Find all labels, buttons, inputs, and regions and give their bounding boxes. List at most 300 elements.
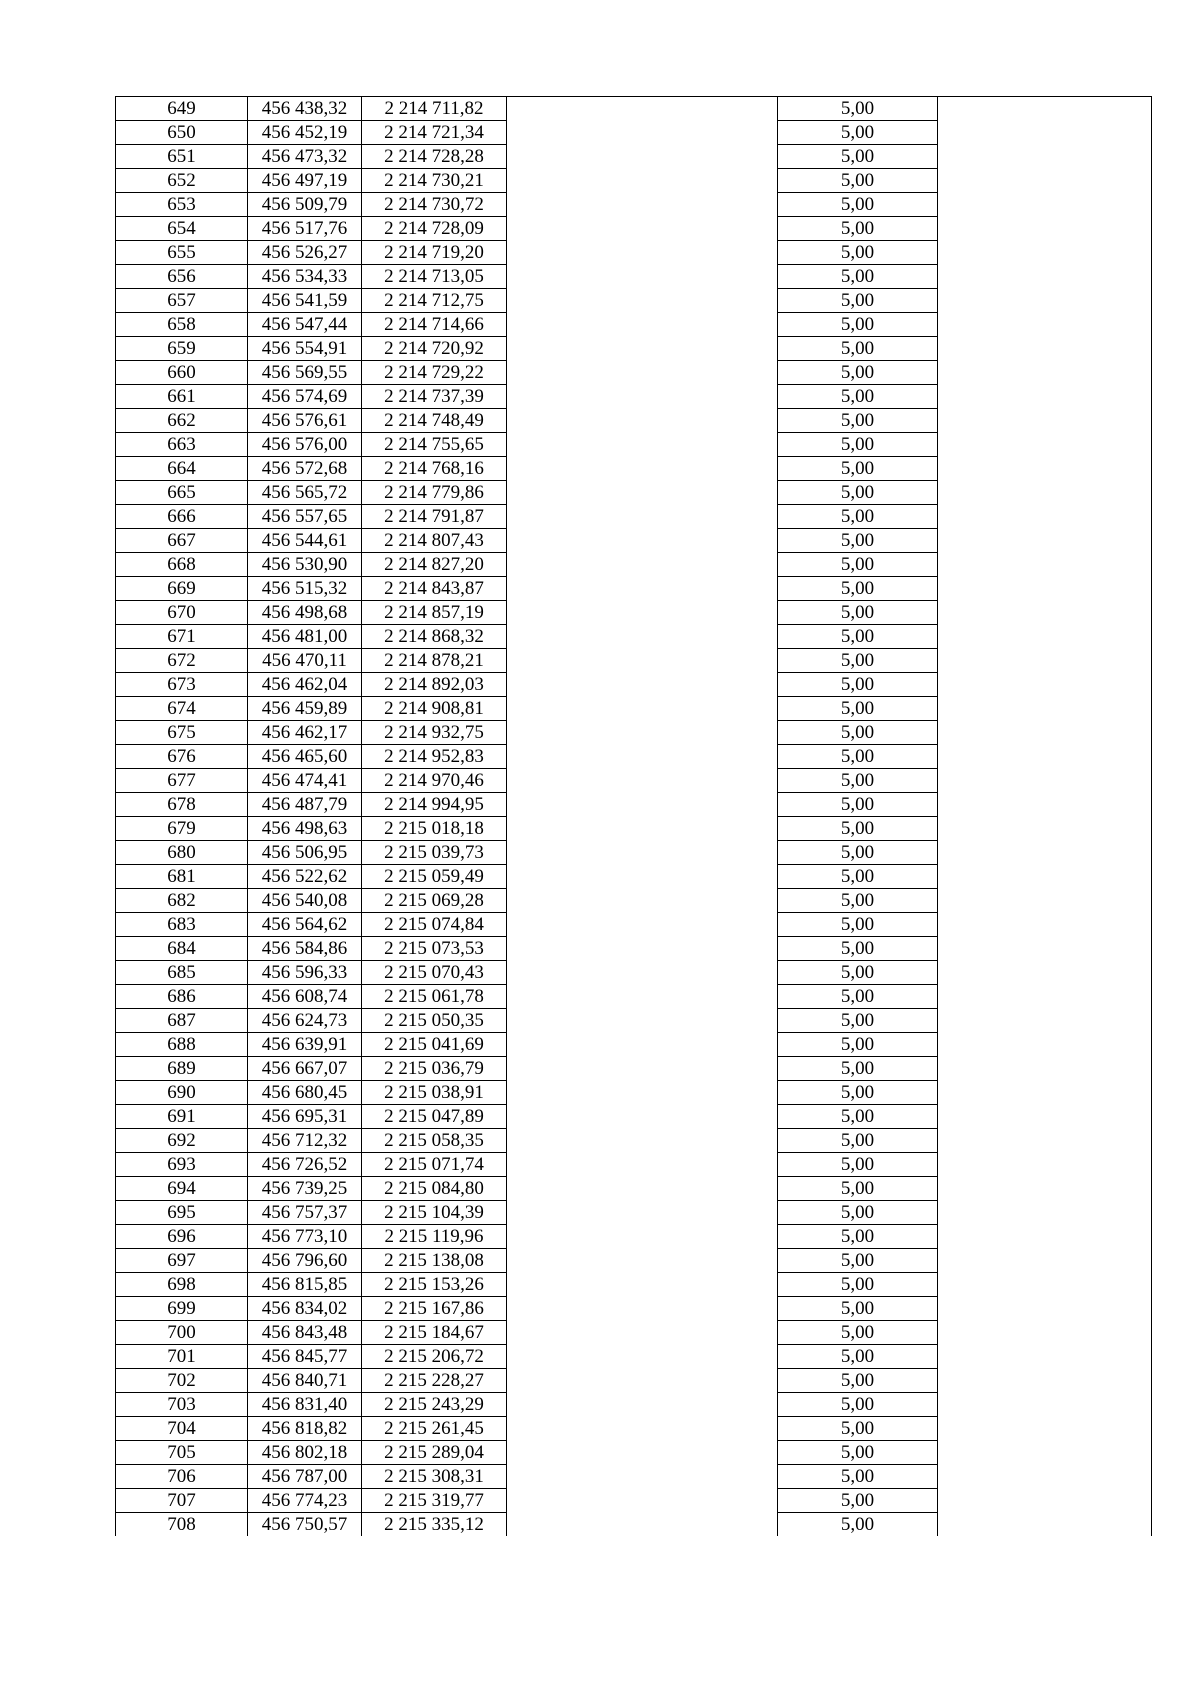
x-coordinate-cell: 456 831,40 (248, 1393, 362, 1417)
y-coordinate-cell: 2 215 041,69 (362, 1033, 507, 1057)
empty-cell (507, 1273, 778, 1297)
y-coordinate-cell: 2 215 289,04 (362, 1441, 507, 1465)
point-number-cell: 673 (116, 673, 248, 697)
table-row (116, 625, 1152, 649)
x-coordinate-cell: 456 667,07 (248, 1057, 362, 1081)
accuracy-cell: 5,00 (778, 649, 938, 673)
empty-cell (507, 1081, 778, 1105)
empty-cell (507, 1033, 778, 1057)
table-row (116, 265, 1152, 289)
y-coordinate-cell: 2 214 994,95 (362, 793, 507, 817)
accuracy-cell: 5,00 (778, 313, 938, 337)
x-coordinate-cell: 456 470,11 (248, 649, 362, 673)
empty-cell (507, 985, 778, 1009)
empty-cell (507, 1441, 778, 1465)
y-coordinate-cell: 2 214 768,16 (362, 457, 507, 481)
y-coordinate-cell: 2 214 730,21 (362, 169, 507, 193)
empty-cell (938, 529, 1152, 553)
empty-cell (938, 889, 1152, 913)
x-coordinate-cell: 456 473,32 (248, 145, 362, 169)
y-coordinate-cell: 2 214 714,66 (362, 313, 507, 337)
accuracy-cell: 5,00 (778, 673, 938, 697)
table-row (116, 337, 1152, 361)
table-row (116, 601, 1152, 625)
table-row (116, 769, 1152, 793)
empty-cell (507, 961, 778, 985)
empty-cell (507, 1417, 778, 1441)
empty-cell (938, 553, 1152, 577)
empty-cell (507, 1513, 778, 1537)
x-coordinate-cell: 456 576,00 (248, 433, 362, 457)
empty-cell (938, 121, 1152, 145)
empty-cell (938, 457, 1152, 481)
table-row (116, 673, 1152, 697)
empty-cell (507, 1153, 778, 1177)
table-row (116, 1273, 1152, 1297)
accuracy-cell: 5,00 (778, 289, 938, 313)
y-coordinate-cell: 2 215 018,18 (362, 817, 507, 841)
accuracy-cell: 5,00 (778, 1441, 938, 1465)
point-number-cell: 650 (116, 121, 248, 145)
empty-cell (507, 409, 778, 433)
empty-cell (507, 937, 778, 961)
empty-cell (938, 1033, 1152, 1057)
empty-cell (507, 1225, 778, 1249)
point-number-cell: 692 (116, 1129, 248, 1153)
y-coordinate-cell: 2 214 712,75 (362, 289, 507, 313)
empty-cell (938, 745, 1152, 769)
x-coordinate-cell: 456 452,19 (248, 121, 362, 145)
empty-cell (938, 361, 1152, 385)
x-coordinate-cell: 456 498,63 (248, 817, 362, 841)
x-coordinate-cell: 456 639,91 (248, 1033, 362, 1057)
point-number-cell: 707 (116, 1489, 248, 1513)
x-coordinate-cell: 456 608,74 (248, 985, 362, 1009)
empty-cell (938, 1345, 1152, 1369)
x-coordinate-cell: 456 522,62 (248, 865, 362, 889)
empty-cell (938, 985, 1152, 1009)
empty-cell (938, 913, 1152, 937)
empty-cell (938, 505, 1152, 529)
x-coordinate-cell: 456 557,65 (248, 505, 362, 529)
x-coordinate-cell: 456 565,72 (248, 481, 362, 505)
empty-cell (938, 145, 1152, 169)
x-coordinate-cell: 456 438,32 (248, 97, 362, 121)
point-number-cell: 698 (116, 1273, 248, 1297)
empty-cell (507, 1177, 778, 1201)
point-number-cell: 672 (116, 649, 248, 673)
table-row (116, 145, 1152, 169)
coordinates-table-body (116, 97, 1152, 1537)
x-coordinate-cell: 456 517,76 (248, 217, 362, 241)
point-number-cell: 653 (116, 193, 248, 217)
y-coordinate-cell: 2 215 167,86 (362, 1297, 507, 1321)
point-number-cell: 683 (116, 913, 248, 937)
point-number-cell: 671 (116, 625, 248, 649)
accuracy-cell: 5,00 (778, 625, 938, 649)
accuracy-cell: 5,00 (778, 1057, 938, 1081)
table-row (116, 721, 1152, 745)
x-coordinate-cell: 456 540,08 (248, 889, 362, 913)
accuracy-cell: 5,00 (778, 913, 938, 937)
empty-cell (507, 865, 778, 889)
empty-cell (507, 1129, 778, 1153)
empty-cell (507, 1465, 778, 1489)
x-coordinate-cell: 456 757,37 (248, 1201, 362, 1225)
empty-cell (938, 1009, 1152, 1033)
accuracy-cell: 5,00 (778, 145, 938, 169)
empty-cell (938, 961, 1152, 985)
empty-cell (938, 1441, 1152, 1465)
table-row (116, 1105, 1152, 1129)
empty-cell (938, 817, 1152, 841)
y-coordinate-cell: 2 215 153,26 (362, 1273, 507, 1297)
y-coordinate-cell: 2 214 721,34 (362, 121, 507, 145)
empty-cell (507, 1105, 778, 1129)
accuracy-cell: 5,00 (778, 745, 938, 769)
point-number-cell: 655 (116, 241, 248, 265)
x-coordinate-cell: 456 459,89 (248, 697, 362, 721)
y-coordinate-cell: 2 214 729,22 (362, 361, 507, 385)
accuracy-cell: 5,00 (778, 1273, 938, 1297)
y-coordinate-cell: 2 215 074,84 (362, 913, 507, 937)
x-coordinate-cell: 456 787,00 (248, 1465, 362, 1489)
accuracy-cell: 5,00 (778, 385, 938, 409)
y-coordinate-cell: 2 214 720,92 (362, 337, 507, 361)
table-row (116, 313, 1152, 337)
x-coordinate-cell: 456 845,77 (248, 1345, 362, 1369)
x-coordinate-cell: 456 843,48 (248, 1321, 362, 1345)
empty-cell (507, 121, 778, 145)
point-number-cell: 666 (116, 505, 248, 529)
empty-cell (938, 1297, 1152, 1321)
point-number-cell: 664 (116, 457, 248, 481)
accuracy-cell: 5,00 (778, 553, 938, 577)
y-coordinate-cell: 2 215 104,39 (362, 1201, 507, 1225)
y-coordinate-cell: 2 215 319,77 (362, 1489, 507, 1513)
table-row (116, 961, 1152, 985)
accuracy-cell: 5,00 (778, 1225, 938, 1249)
point-number-cell: 701 (116, 1345, 248, 1369)
accuracy-cell: 5,00 (778, 601, 938, 625)
table-row (116, 865, 1152, 889)
point-number-cell: 681 (116, 865, 248, 889)
y-coordinate-cell: 2 215 335,12 (362, 1513, 507, 1537)
y-coordinate-cell: 2 215 206,72 (362, 1345, 507, 1369)
table-row (116, 457, 1152, 481)
table-row (116, 169, 1152, 193)
empty-cell (507, 97, 778, 121)
x-coordinate-cell: 456 534,33 (248, 265, 362, 289)
table-row (116, 361, 1152, 385)
table-row (116, 121, 1152, 145)
point-number-cell: 654 (116, 217, 248, 241)
x-coordinate-cell: 456 547,44 (248, 313, 362, 337)
empty-cell (507, 793, 778, 817)
accuracy-cell: 5,00 (778, 457, 938, 481)
empty-cell (507, 721, 778, 745)
table-row (116, 1081, 1152, 1105)
y-coordinate-cell: 2 215 084,80 (362, 1177, 507, 1201)
point-number-cell: 686 (116, 985, 248, 1009)
empty-cell (507, 913, 778, 937)
empty-cell (507, 1009, 778, 1033)
table-row (116, 385, 1152, 409)
table-row (116, 217, 1152, 241)
point-number-cell: 688 (116, 1033, 248, 1057)
point-number-cell: 665 (116, 481, 248, 505)
accuracy-cell: 5,00 (778, 1033, 938, 1057)
empty-cell (938, 1057, 1152, 1081)
empty-cell (938, 1321, 1152, 1345)
empty-cell (938, 409, 1152, 433)
point-number-cell: 704 (116, 1417, 248, 1441)
x-coordinate-cell: 456 584,86 (248, 937, 362, 961)
empty-cell (938, 1129, 1152, 1153)
table-row (116, 1369, 1152, 1393)
y-coordinate-cell: 2 214 755,65 (362, 433, 507, 457)
y-coordinate-cell: 2 214 730,72 (362, 193, 507, 217)
y-coordinate-cell: 2 214 713,05 (362, 265, 507, 289)
y-coordinate-cell: 2 215 138,08 (362, 1249, 507, 1273)
table-row (116, 1441, 1152, 1465)
table-row (116, 1057, 1152, 1081)
point-number-cell: 699 (116, 1297, 248, 1321)
accuracy-cell: 5,00 (778, 577, 938, 601)
empty-cell (507, 1249, 778, 1273)
empty-cell (938, 841, 1152, 865)
accuracy-cell: 5,00 (778, 1201, 938, 1225)
empty-cell (507, 505, 778, 529)
empty-cell (507, 289, 778, 313)
empty-cell (507, 1057, 778, 1081)
empty-cell (507, 217, 778, 241)
x-coordinate-cell: 456 569,55 (248, 361, 362, 385)
accuracy-cell: 5,00 (778, 193, 938, 217)
table-row (116, 1033, 1152, 1057)
empty-cell (507, 745, 778, 769)
accuracy-cell: 5,00 (778, 241, 938, 265)
empty-cell (938, 1225, 1152, 1249)
empty-cell (938, 193, 1152, 217)
empty-cell (938, 1081, 1152, 1105)
empty-cell (938, 649, 1152, 673)
y-coordinate-cell: 2 214 878,21 (362, 649, 507, 673)
empty-cell (507, 385, 778, 409)
empty-cell (938, 577, 1152, 601)
empty-cell (507, 1321, 778, 1345)
empty-cell (938, 169, 1152, 193)
table-row (116, 817, 1152, 841)
empty-cell (938, 313, 1152, 337)
x-coordinate-cell: 456 509,79 (248, 193, 362, 217)
table-row (116, 913, 1152, 937)
table-row (116, 1297, 1152, 1321)
y-coordinate-cell: 2 215 261,45 (362, 1417, 507, 1441)
empty-cell (938, 265, 1152, 289)
accuracy-cell: 5,00 (778, 1417, 938, 1441)
empty-cell (507, 1297, 778, 1321)
y-coordinate-cell: 2 214 892,03 (362, 673, 507, 697)
table-row (116, 1417, 1152, 1441)
accuracy-cell: 5,00 (778, 889, 938, 913)
empty-cell (507, 769, 778, 793)
empty-cell (938, 481, 1152, 505)
x-coordinate-cell: 456 526,27 (248, 241, 362, 265)
empty-cell (938, 865, 1152, 889)
empty-cell (507, 169, 778, 193)
point-number-cell: 697 (116, 1249, 248, 1273)
table-row (116, 1393, 1152, 1417)
y-coordinate-cell: 2 214 748,49 (362, 409, 507, 433)
y-coordinate-cell: 2 214 737,39 (362, 385, 507, 409)
y-coordinate-cell: 2 215 059,49 (362, 865, 507, 889)
accuracy-cell: 5,00 (778, 409, 938, 433)
point-number-cell: 662 (116, 409, 248, 433)
y-coordinate-cell: 2 214 857,19 (362, 601, 507, 625)
table-row (116, 1345, 1152, 1369)
accuracy-cell: 5,00 (778, 121, 938, 145)
y-coordinate-cell: 2 215 069,28 (362, 889, 507, 913)
empty-cell (507, 1369, 778, 1393)
x-coordinate-cell: 456 726,52 (248, 1153, 362, 1177)
accuracy-cell: 5,00 (778, 337, 938, 361)
y-coordinate-cell: 2 214 728,28 (362, 145, 507, 169)
empty-cell (938, 1177, 1152, 1201)
accuracy-cell: 5,00 (778, 1369, 938, 1393)
y-coordinate-cell: 2 215 050,35 (362, 1009, 507, 1033)
empty-cell (938, 1105, 1152, 1129)
x-coordinate-cell: 456 530,90 (248, 553, 362, 577)
point-number-cell: 702 (116, 1369, 248, 1393)
accuracy-cell: 5,00 (778, 937, 938, 961)
point-number-cell: 682 (116, 889, 248, 913)
y-coordinate-cell: 2 214 807,43 (362, 529, 507, 553)
empty-cell (507, 553, 778, 577)
empty-cell (938, 385, 1152, 409)
empty-cell (938, 697, 1152, 721)
y-coordinate-cell: 2 214 827,20 (362, 553, 507, 577)
empty-cell (938, 721, 1152, 745)
table-row (116, 1177, 1152, 1201)
accuracy-cell: 5,00 (778, 1465, 938, 1489)
accuracy-cell: 5,00 (778, 505, 938, 529)
x-coordinate-cell: 456 802,18 (248, 1441, 362, 1465)
point-number-cell: 690 (116, 1081, 248, 1105)
x-coordinate-cell: 456 497,19 (248, 169, 362, 193)
empty-cell (507, 193, 778, 217)
point-number-cell: 656 (116, 265, 248, 289)
table-row (116, 577, 1152, 601)
point-number-cell: 687 (116, 1009, 248, 1033)
point-number-cell: 708 (116, 1513, 248, 1537)
x-coordinate-cell: 456 818,82 (248, 1417, 362, 1441)
accuracy-cell: 5,00 (778, 793, 938, 817)
point-number-cell: 661 (116, 385, 248, 409)
table-row (116, 793, 1152, 817)
x-coordinate-cell: 456 773,10 (248, 1225, 362, 1249)
y-coordinate-cell: 2 215 061,78 (362, 985, 507, 1009)
empty-cell (507, 577, 778, 601)
empty-cell (938, 601, 1152, 625)
accuracy-cell: 5,00 (778, 1129, 938, 1153)
x-coordinate-cell: 456 576,61 (248, 409, 362, 433)
point-number-cell: 675 (116, 721, 248, 745)
x-coordinate-cell: 456 465,60 (248, 745, 362, 769)
x-coordinate-cell: 456 574,69 (248, 385, 362, 409)
accuracy-cell: 5,00 (778, 1105, 938, 1129)
point-number-cell: 669 (116, 577, 248, 601)
y-coordinate-cell: 2 214 711,82 (362, 97, 507, 121)
empty-cell (507, 241, 778, 265)
empty-cell (507, 265, 778, 289)
accuracy-cell: 5,00 (778, 1177, 938, 1201)
y-coordinate-cell: 2 214 779,86 (362, 481, 507, 505)
x-coordinate-cell: 456 750,57 (248, 1513, 362, 1537)
empty-cell (938, 625, 1152, 649)
point-number-cell: 676 (116, 745, 248, 769)
table-row (116, 985, 1152, 1009)
y-coordinate-cell: 2 215 058,35 (362, 1129, 507, 1153)
point-number-cell: 649 (116, 97, 248, 121)
x-coordinate-cell: 456 572,68 (248, 457, 362, 481)
empty-cell (938, 1465, 1152, 1489)
y-coordinate-cell: 2 215 119,96 (362, 1225, 507, 1249)
empty-cell (938, 241, 1152, 265)
x-coordinate-cell: 456 680,45 (248, 1081, 362, 1105)
point-number-cell: 668 (116, 553, 248, 577)
empty-cell (938, 793, 1152, 817)
accuracy-cell: 5,00 (778, 961, 938, 985)
y-coordinate-cell: 2 215 228,27 (362, 1369, 507, 1393)
y-coordinate-cell: 2 215 308,31 (362, 1465, 507, 1489)
empty-cell (507, 1489, 778, 1513)
table-row (116, 553, 1152, 577)
empty-cell (507, 889, 778, 913)
point-number-cell: 703 (116, 1393, 248, 1417)
x-coordinate-cell: 456 564,62 (248, 913, 362, 937)
x-coordinate-cell: 456 834,02 (248, 1297, 362, 1321)
accuracy-cell: 5,00 (778, 721, 938, 745)
point-number-cell: 691 (116, 1105, 248, 1129)
point-number-cell: 652 (116, 169, 248, 193)
x-coordinate-cell: 456 544,61 (248, 529, 362, 553)
x-coordinate-cell: 456 596,33 (248, 961, 362, 985)
empty-cell (938, 217, 1152, 241)
empty-cell (938, 1249, 1152, 1273)
accuracy-cell: 5,00 (778, 1249, 938, 1273)
empty-cell (938, 289, 1152, 313)
empty-cell (938, 673, 1152, 697)
table-row (116, 1129, 1152, 1153)
accuracy-cell: 5,00 (778, 1009, 938, 1033)
accuracy-cell: 5,00 (778, 361, 938, 385)
accuracy-cell: 5,00 (778, 697, 938, 721)
x-coordinate-cell: 456 815,85 (248, 1273, 362, 1297)
x-coordinate-cell: 456 554,91 (248, 337, 362, 361)
x-coordinate-cell: 456 739,25 (248, 1177, 362, 1201)
point-number-cell: 677 (116, 769, 248, 793)
accuracy-cell: 5,00 (778, 1321, 938, 1345)
x-coordinate-cell: 456 695,31 (248, 1105, 362, 1129)
empty-cell (507, 313, 778, 337)
table-row (116, 1321, 1152, 1345)
y-coordinate-cell: 2 215 047,89 (362, 1105, 507, 1129)
table-row (116, 649, 1152, 673)
empty-cell (938, 1273, 1152, 1297)
y-coordinate-cell: 2 215 073,53 (362, 937, 507, 961)
empty-cell (938, 337, 1152, 361)
